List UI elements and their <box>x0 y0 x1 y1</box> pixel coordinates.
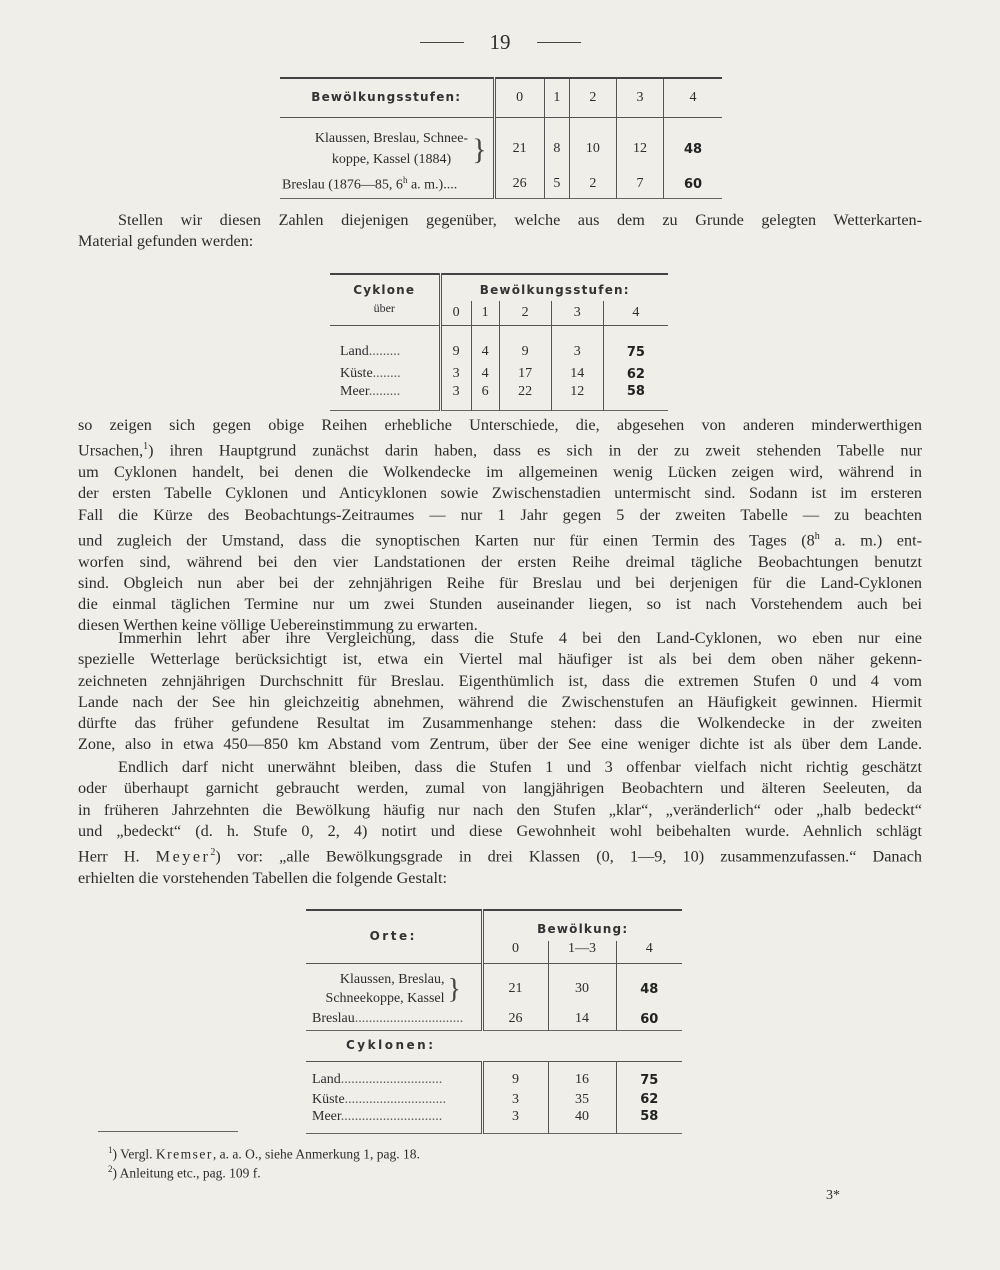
cell: 60 <box>664 170 722 199</box>
row-label-line1: Klaussen, Breslau, Schnee- <box>314 131 469 146</box>
cell: 60 <box>616 1008 682 1031</box>
column-header: 1 <box>471 301 499 326</box>
table-row <box>280 170 722 199</box>
header-rule-left <box>420 42 464 43</box>
table-row: Küste............................. 3 35 62 <box>306 1090 682 1109</box>
text-line: um Cyklonen handelt, bei denen die Wolkendecke im allgemeinen wenig Lücken zeigen wird, während in <box>78 462 922 481</box>
text-line: der ersten Tabelle Cyklonen und Anticyklonen sowie Zwischenstadien untermischt sind. Sodann ist im ersteren <box>78 484 922 503</box>
table-header-row <box>330 301 668 326</box>
column-header: 3 <box>616 78 663 118</box>
cloudiness-table-summary <box>306 909 682 1134</box>
table-header-row <box>306 910 682 941</box>
row-label: Breslau (1876—85, 6 <box>282 177 403 193</box>
row-label-end: a. m.).... <box>407 177 458 193</box>
paragraph-4 <box>78 757 922 889</box>
cloudiness-table-stations <box>280 77 722 199</box>
cell: 7 <box>616 170 663 199</box>
paragraph-3 <box>78 628 922 756</box>
row-label-line2: koppe, Kassel (1884) <box>331 152 452 167</box>
text-line: dürfte das früher gefundene Resultat im Zusammenhange stehen: dass die Wolkendecke in der zweiten <box>78 714 922 733</box>
row-label-sup: h <box>402 174 408 185</box>
text-line: erhielten die vorstehenden Tabellen die folgende Gestalt: <box>78 868 447 887</box>
signature-mark: 3* <box>826 1188 840 1203</box>
table-row: Meer......... 3 6 22 12 58 <box>330 384 668 411</box>
cell: 35 <box>548 1090 616 1109</box>
stub-header: Bewölkungsstufen: <box>311 90 462 104</box>
cell: 14 <box>551 364 603 384</box>
column-header: 1 <box>544 78 569 118</box>
table-header-row <box>330 274 668 301</box>
stub-header-sub: über <box>373 301 395 315</box>
row-label: Küste <box>312 1091 345 1107</box>
paragraph-2 <box>78 415 922 637</box>
cell: 3 <box>482 1109 548 1134</box>
table-row: Klaussen, Breslau, Schneekoppe, Kassel } 21 30 48 <box>306 964 682 1009</box>
table-row: Küste........ 3 4 17 14 62 <box>330 364 668 384</box>
cell: 26 <box>482 1008 548 1031</box>
column-header: 4 <box>616 941 682 964</box>
cell: 40 <box>548 1109 616 1134</box>
cell: 62 <box>603 364 668 384</box>
text-line: und „bedeckt“ (d. h. Stufe 0, 2, 4) notirt und diese Gewohnheit wohl beibehalten wurde. Aehnlich schlägt <box>78 821 922 840</box>
cell: 4 <box>471 364 499 384</box>
cell: 16 <box>548 1062 616 1091</box>
cell: 3 <box>482 1090 548 1109</box>
footnote-1: $^1$) Vergl. Kremser, a. a. O., siehe Anmerkung 1, pag. 18. <box>108 1145 420 1162</box>
column-header: 1—3 <box>548 941 616 964</box>
paragraph-1 <box>78 210 922 253</box>
row-label: Land <box>312 1072 341 1087</box>
column-header: 3 <box>551 301 603 326</box>
stub-header: Orte: <box>369 929 417 943</box>
header-rule-right <box>537 42 581 43</box>
text-line: Endlich darf nicht unerwähnt bleiben, dass die Stufen 1 und 3 offenbar vielfach nicht richtig geschätzt <box>118 758 922 776</box>
table-row: Land......... 9 4 9 3 75 <box>330 326 668 365</box>
page-number: 19 <box>489 30 511 54</box>
text-line: Lande nach der See hin gleichzeitig abnehmen, während die Zwischenstufen an Häufigkeit gewinnen. Hiermit <box>78 692 922 711</box>
cell: 2 <box>569 170 616 199</box>
cell: 9 <box>499 326 551 365</box>
cell: 5 <box>544 170 569 199</box>
cell: 21 <box>494 118 544 171</box>
column-header: 2 <box>499 301 551 326</box>
text-line: Material gefunden werden: <box>78 232 254 251</box>
footnote-ref: 2 <box>210 847 216 859</box>
group-header: Bewölkung: <box>537 922 629 936</box>
text-line: Stellen wir diesen Zahlen diejenigen gegenüber, welche aus dem zu Grunde gelegten Wetterkarten- <box>118 211 922 229</box>
column-header: 0 <box>482 941 548 964</box>
cell: 58 <box>603 384 668 411</box>
row-label: Meer <box>340 384 369 399</box>
text-line: Herr H. Meyer$^2$) vor: „alle Bewölkungsgrade in drei Klassen (0, 1—9, 10) zusammenzufassen.“ Danach <box>78 847 922 866</box>
text-line: in früheren Jahrzehnten die Bewölkung häufig nur nach den Stufen „klar“, „veränderlich“ oder „halb bedeckt“ <box>78 800 922 819</box>
text-line: sind. Obgleich nun aber bei der zehnjährigen Reihe für Breslau und bei derjenigen für die Land-Cyklonen <box>78 573 922 592</box>
cell: 3 <box>440 384 471 411</box>
table-row: Land............................. 9 16 75 <box>306 1062 682 1091</box>
cell: 75 <box>603 326 668 365</box>
row-label: Meer <box>312 1109 341 1124</box>
cell: 6 <box>471 384 499 411</box>
column-header: 2 <box>569 78 616 118</box>
table-header-row <box>280 78 722 118</box>
cell: 3 <box>551 326 603 365</box>
text-line: die einmal täglichen Termine nur um zwei Stunden auseinander liegen, so ist nach Vorstehendem auch bei <box>78 595 922 614</box>
text-line: Immerhin lehrt aber ihre Vergleichung, dass die Stufe 4 bei den Land-Cyklonen, wo eben nur eine <box>118 629 922 647</box>
cell: 21 <box>482 964 548 1009</box>
text-line: Fall die Kürze des Beobachtungs-Zeitraumes — nur 1 Jahr gegen 5 der zweiten Tabelle — zu beachten <box>78 505 922 524</box>
cell: 14 <box>548 1008 616 1031</box>
row-label: Küste <box>340 366 373 381</box>
row-label-line2: Schneekoppe, Kassel <box>325 991 445 1006</box>
column-header: 0 <box>440 301 471 326</box>
text-line: und zugleich der Umstand, dass die synoptischen Karten nur für einen Termin des Tages (8$^h$ a. m.) ent- <box>78 530 922 550</box>
cell: 75 <box>616 1062 682 1091</box>
text-line: worfen sind, während bei den vier Landstationen der ersten Reihe dreimal tägliche Beobachtungen benutzt <box>78 552 922 571</box>
cell: 48 <box>616 964 682 1009</box>
footnote-2: $^2$) Anleitung etc., pag. 109 f. <box>108 1164 261 1181</box>
text-line: zeichneten zehnjährigen Durchschnitt für Breslau. Eigenthümlich ist, dass die extremen Stufen 0 und 4 vom <box>78 671 922 690</box>
stub-header: Cyklone <box>353 283 416 297</box>
cloudiness-table-cyclones <box>330 273 668 411</box>
cell: 17 <box>499 364 551 384</box>
text-line: diesen Werthen keine völlige Uebereinstimmung zu erwarten. <box>78 616 478 635</box>
table-row: Klaussen, Breslau, Schnee- koppe, Kassel (1884) } 21 8 10 12 48 <box>280 118 722 171</box>
cell: 9 <box>482 1062 548 1091</box>
group-header: Bewölkungsstufen: <box>479 283 630 297</box>
text-line: so zeigen sich gegen obige Reihen erhebliche Unterschiede, die, abgesehen von anderen minderwerthigen <box>78 416 922 434</box>
cell: 12 <box>616 118 663 171</box>
row-label: Land <box>340 344 369 359</box>
footnote-author: Kremser <box>155 1146 213 1162</box>
cell: 10 <box>569 118 616 171</box>
row-label: Breslau <box>312 1011 355 1026</box>
cell: 9 <box>440 326 471 365</box>
column-header: 4 <box>664 78 722 118</box>
cell: 26 <box>494 170 544 199</box>
cell: 48 <box>664 118 722 171</box>
cell: 4 <box>471 326 499 365</box>
text-line: spezielle Wetterlage berücksichtigt ist, etwa ein Viertel mal häufiger ist als bei dem oben näher gekenn- <box>78 650 922 669</box>
footnote-ref: 1 <box>143 441 149 453</box>
cell: 30 <box>548 964 616 1009</box>
section-header: Cyklonen: <box>346 1038 436 1052</box>
footnote-rule <box>98 1131 238 1132</box>
cell: 22 <box>499 384 551 411</box>
page-header <box>0 30 1000 55</box>
cell: 12 <box>551 384 603 411</box>
table-row: Breslau............................... 26 14 60 <box>306 1008 682 1031</box>
text-line: oder überhaupt garnicht gebraucht werden, zumal von langjährigen Beobachtern und älteren Seeleuten, da <box>78 779 922 798</box>
author-name: Meyer <box>155 847 211 866</box>
table-section-row <box>306 1031 682 1062</box>
row-label-line1: Klaussen, Breslau, <box>339 972 445 987</box>
table-row: Meer............................. 3 40 58 <box>306 1109 682 1134</box>
column-header: 0 <box>494 78 544 118</box>
cell: 62 <box>616 1090 682 1109</box>
cell: 3 <box>440 364 471 384</box>
cell: 8 <box>544 118 569 171</box>
text-line: Zone, also in etwa 450—850 km Abstand vom Zentrum, über der See eine weniger dichte ist als über dem Lande. <box>78 735 922 754</box>
column-header: 4 <box>603 301 668 326</box>
cell: 58 <box>616 1109 682 1134</box>
text-line: Ursachen,$^1$) ihren Hauptgrund zunächst darin haben, dass es sich in der zu zweit stehenden Tabelle nur <box>78 441 922 460</box>
